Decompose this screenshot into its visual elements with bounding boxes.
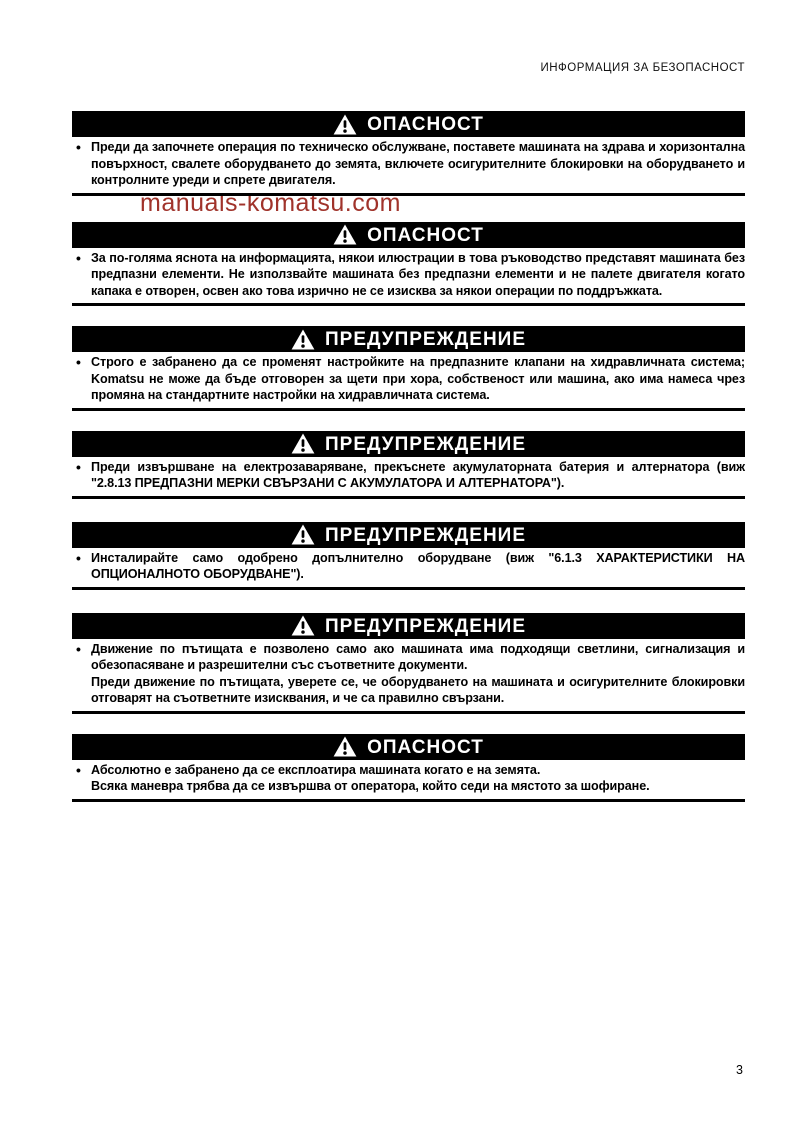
- warning-box-warning-2: [72, 431, 745, 499]
- warning-body: [72, 548, 745, 590]
- warning-box-warning-4: [72, 613, 745, 714]
- danger-banner: [72, 222, 745, 248]
- warning-paragraph: • За по-голяма яснота на информацията, някои илюстрации в това ръководство представят машината без предпазни елементи. Не използвайте машината без предпазни елементи и не палете двигателя когато капака е отворен, освен ако това изрично не се изисква за някои операции по поддръжката.: [72, 250, 745, 300]
- warning-triangle-icon: [291, 524, 315, 545]
- warning-paragraph: • Абсолютно е забранено да се експлоатира машината когато е на земята.: [72, 762, 745, 779]
- danger-banner: [72, 111, 745, 137]
- warning-body: [72, 248, 745, 307]
- page-content: [72, 111, 745, 802]
- warning-body: [72, 457, 745, 499]
- warning-paragraph: • Строго е забранено да се променят настройките на предпазните клапани на хидравличната система; Komatsu не може да бъде отговорен за щети при хора, собственост или машина, ако има намеса чрез промяна на стандартните настройки на хидравличната система.: [72, 354, 745, 404]
- warning-triangle-icon: [333, 114, 357, 135]
- warning-box-danger-1: [72, 111, 745, 196]
- warning-paragraph: Преди движение по пътищата, уверете се, че оборудването на машината и осигурителните блокировки отговарят на съответните изисквания, и че са правилно свързани.: [91, 674, 745, 705]
- warning-paragraph: Всяка маневра трябва да се извършва от оператора, който седи на мястото за шофиране.: [91, 779, 650, 793]
- warning-paragraph: • Движение по пътищата е позволено само ако машината има подходящи светлини, сигнализация и обезопасяване и разрешителни със съответните документи.: [72, 641, 745, 674]
- danger-banner: [72, 734, 745, 760]
- warning-triangle-icon: [333, 736, 357, 757]
- warning-box-warning-3: [72, 522, 745, 590]
- warning-banner: [72, 326, 745, 352]
- warning-banner: [72, 613, 745, 639]
- warning-paragraph: • Инсталирайте само одобрено допълнително оборудване (виж "6.1.3 ХАРАКТЕРИСТИКИ НА ОПЦИОНАЛНОТО ОБОРУДВАНЕ").: [72, 550, 745, 583]
- banner-title: ПРЕДУПРЕЖДЕНИЕ: [324, 329, 527, 350]
- warning-triangle-icon: [291, 329, 315, 350]
- warning-box-danger-3: [72, 734, 745, 802]
- warning-triangle-icon: [291, 615, 315, 636]
- warning-body: [72, 760, 745, 802]
- warning-paragraph: • Преди извършване на електрозаваряване, прекъснете акумулаторната батерия и алтернатора (виж "2.8.13 ПРЕДПАЗНИ МЕРКИ СВЪРЗАНИ С АКУМУЛАТОРА И АЛТЕРНАТОРА").: [72, 459, 745, 492]
- warning-body: [72, 137, 745, 196]
- warning-box-warning-1: [72, 326, 745, 411]
- warning-banner: [72, 522, 745, 548]
- warning-body: [72, 352, 745, 411]
- warning-body: [72, 639, 745, 714]
- page-number: 3: [736, 1063, 743, 1077]
- warning-banner: [72, 431, 745, 457]
- banner-title: ОПАСНОСТ: [367, 114, 484, 135]
- watermark-text: manuals-komatsu.com: [140, 189, 401, 217]
- warning-triangle-icon: [291, 433, 315, 454]
- banner-title: ПРЕДУПРЕЖДЕНИЕ: [324, 615, 527, 637]
- warning-box-danger-2: [72, 222, 745, 307]
- running-header: ИНФОРМАЦИЯ ЗА БЕЗОПАСНОСТ: [540, 62, 745, 74]
- banner-title: ПРЕДУПРЕЖДЕНИЕ: [324, 433, 527, 455]
- warning-triangle-icon: [333, 224, 357, 245]
- banner-title: ПРЕДУПРЕЖДЕНИЕ: [324, 524, 527, 546]
- warning-paragraph: • Преди да започнете операция по техническо обслужване, поставете машината на здрава и хоризонтална повърхност, свалете оборудването до земята, включете осигурителните блокировки на оборудването и контролните уреди и спрете двигателя.: [72, 139, 745, 189]
- banner-title: ОПАСНОСТ: [367, 224, 484, 246]
- banner-title: ОПАСНОСТ: [367, 736, 484, 758]
